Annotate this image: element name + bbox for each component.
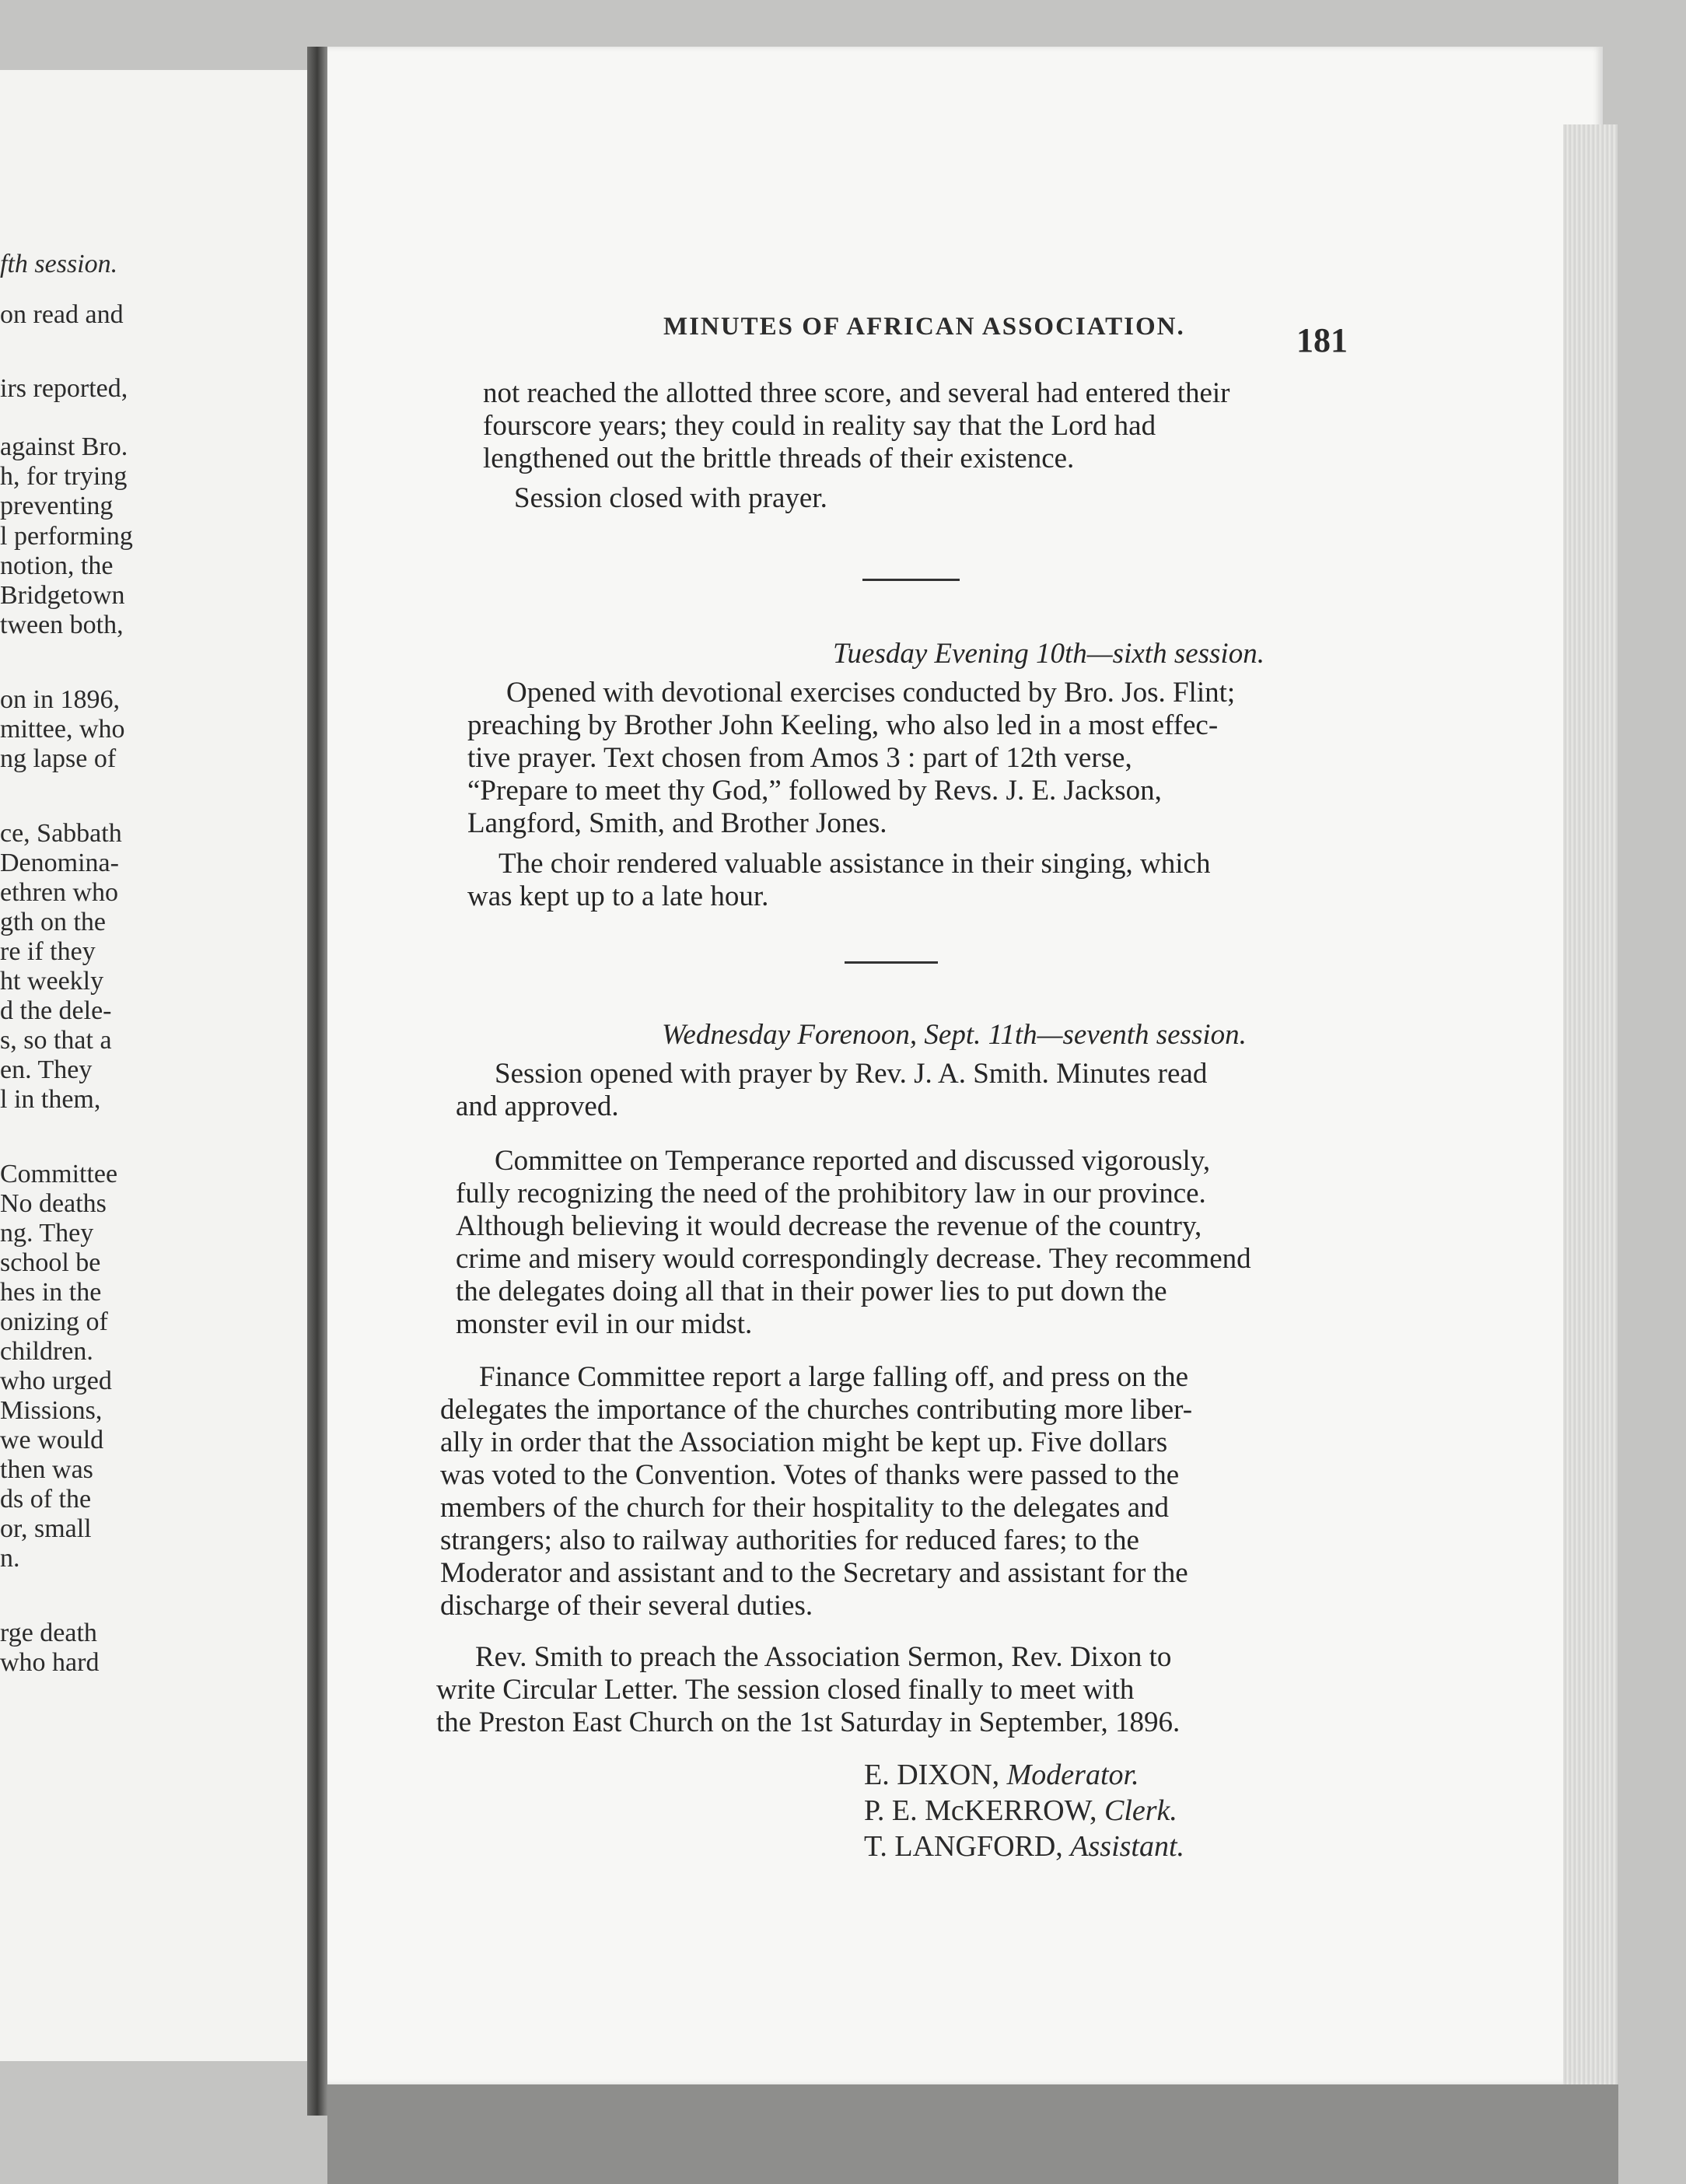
text-line: Rev. Smith to preach the Association Sermon, Rev. Dixon to: [475, 1641, 1172, 1673]
text-line: fully recognizing the need of the prohibitory law in our province.: [456, 1178, 1206, 1209]
left-page-line: ng lapse of: [0, 744, 117, 773]
left-page-line: d the dele-: [0, 996, 112, 1025]
text-line: Committee on Temperance reported and discussed vigorously,: [495, 1145, 1211, 1177]
left-page-line: irs reported,: [0, 374, 128, 403]
left-page-line: n.: [0, 1544, 20, 1573]
text-line: was voted to the Convention. Votes of thanks were passed to the: [440, 1459, 1180, 1491]
left-page-line: hes in the: [0, 1278, 102, 1307]
left-page-line: l in them,: [0, 1085, 101, 1114]
signatory-name: T. LANGFORD,: [864, 1830, 1063, 1863]
text-line: Session opened with prayer by Rev. J. A. Smith. Minutes read: [495, 1058, 1208, 1090]
section-divider: [845, 961, 938, 964]
left-page-line: en. They: [0, 1055, 93, 1084]
left-page-line: Missions,: [0, 1396, 103, 1425]
signatory-name: E. DIXON,: [864, 1759, 1000, 1791]
text-line: Finance Committee report a large falling off, and press on the: [479, 1361, 1189, 1393]
left-page-line: ds of the: [0, 1485, 92, 1514]
left-page-line: ce, Sabbath: [0, 819, 122, 848]
text-line: “Prepare to meet thy God,” followed by Revs. J. E. Jackson,: [467, 775, 1162, 807]
left-page-line: or, small: [0, 1514, 92, 1543]
text-line: crime and misery would correspondingly decrease. They recommend: [456, 1243, 1251, 1275]
session-heading: Wednesday Forenoon, Sept. 11th—seventh session.: [662, 1019, 1247, 1051]
signatory-role: Assistant.: [1070, 1830, 1185, 1863]
text-line: preaching by Brother John Keeling, who also led in a most effec-: [467, 709, 1219, 741]
text-line: was kept up to a late hour.: [467, 880, 769, 912]
text-line: ally in order that the Association might be kept up. Five dollars: [440, 1426, 1168, 1458]
left-page-line: who hard: [0, 1648, 100, 1677]
text-line: the delegates doing all that in their power lies to put down the: [456, 1276, 1167, 1307]
text-line: not reached the allotted three score, and several had entered their: [483, 377, 1230, 409]
left-page-line: on read and: [0, 300, 124, 329]
text-line: write Circular Letter. The session closed finally to meet with: [436, 1674, 1135, 1706]
left-page-line: mittee, who: [0, 715, 125, 744]
text-line: delegates the importance of the churches contributing more liber-: [440, 1394, 1193, 1426]
left-page-line: Bridgetown: [0, 581, 125, 610]
text-line: members of the church for their hospitality to the delegates and: [440, 1492, 1170, 1524]
left-page-line: gth on the: [0, 908, 106, 936]
left-page-line: school be: [0, 1248, 101, 1277]
left-page-line: h, for trying: [0, 462, 128, 491]
text-line: Although believing it would decrease the revenue of the country,: [456, 1210, 1202, 1242]
left-page-line: rge death: [0, 1619, 97, 1647]
text-line: Opened with devotional exercises conducted by Bro. Jos. Flint;: [506, 677, 1236, 709]
signatory-role: Clerk.: [1104, 1794, 1177, 1827]
text-line: tive prayer. Text chosen from Amos 3 : part of 12th verse,: [467, 742, 1132, 774]
left-page-line: s, so that a: [0, 1026, 112, 1055]
section-divider: [862, 579, 960, 581]
facing-page-left: [0, 70, 307, 2061]
left-page-line: re if they: [0, 937, 96, 966]
left-page-line: on in 1896,: [0, 685, 120, 714]
book-gutter: [307, 47, 327, 2116]
signature-moderator: [864, 1758, 1139, 1792]
left-page-line: who urged: [0, 1367, 112, 1395]
text-line: strangers; also to railway authorities for reduced fares; to the: [440, 1524, 1139, 1556]
left-page-line: then was: [0, 1455, 93, 1484]
running-head: MINUTES OF AFRICAN ASSOCIATION.: [663, 313, 1185, 341]
text-line: fourscore years; they could in reality say that the Lord had: [483, 410, 1156, 442]
text-line: and approved.: [456, 1090, 619, 1122]
closing-line: Session closed with prayer.: [514, 482, 827, 514]
left-page-line: fth session.: [0, 250, 118, 278]
left-page-line: ethren who: [0, 878, 119, 907]
left-page-line: l performing: [0, 522, 133, 551]
left-page-line: ht weekly: [0, 967, 104, 996]
left-page-line: against Bro.: [0, 432, 128, 461]
text-line: the Preston East Church on the 1st Saturday in September, 1896.: [436, 1706, 1181, 1738]
left-page-line: preventing: [0, 492, 114, 520]
text-line: Moderator and assistant and to the Secretary and assistant for the: [440, 1557, 1188, 1589]
left-page-line: No deaths: [0, 1189, 107, 1218]
text-line: lengthened out the brittle threads of their existence.: [483, 443, 1075, 474]
page-number: 181: [1296, 321, 1348, 359]
scan-bottom-edge: [327, 2084, 1618, 2184]
left-page-line: children.: [0, 1337, 93, 1366]
left-page-line: tween both,: [0, 611, 124, 639]
page-181: [327, 47, 1603, 2084]
left-page-line: notion, the: [0, 551, 114, 580]
left-page-line: ng. They: [0, 1219, 94, 1248]
text-line: monster evil in our midst.: [456, 1308, 753, 1340]
signature-clerk: [864, 1794, 1177, 1828]
text-line: The choir rendered valuable assistance in their singing, which: [498, 848, 1211, 880]
left-page-line: onizing of: [0, 1307, 108, 1336]
text-line: Langford, Smith, and Brother Jones.: [467, 807, 887, 839]
left-page-line: Denomina-: [0, 849, 119, 877]
session-heading: Tuesday Evening 10th—sixth session.: [833, 638, 1264, 670]
left-page-line: Committee: [0, 1160, 118, 1188]
signatory-role: Moderator.: [1006, 1759, 1139, 1791]
signature-assistant: [864, 1829, 1184, 1864]
left-page-line: we would: [0, 1426, 104, 1454]
signatory-name: P. E. McKERROW,: [864, 1794, 1097, 1827]
page-stack-edge: [1563, 124, 1618, 2100]
text-line: discharge of their several duties.: [440, 1590, 813, 1622]
